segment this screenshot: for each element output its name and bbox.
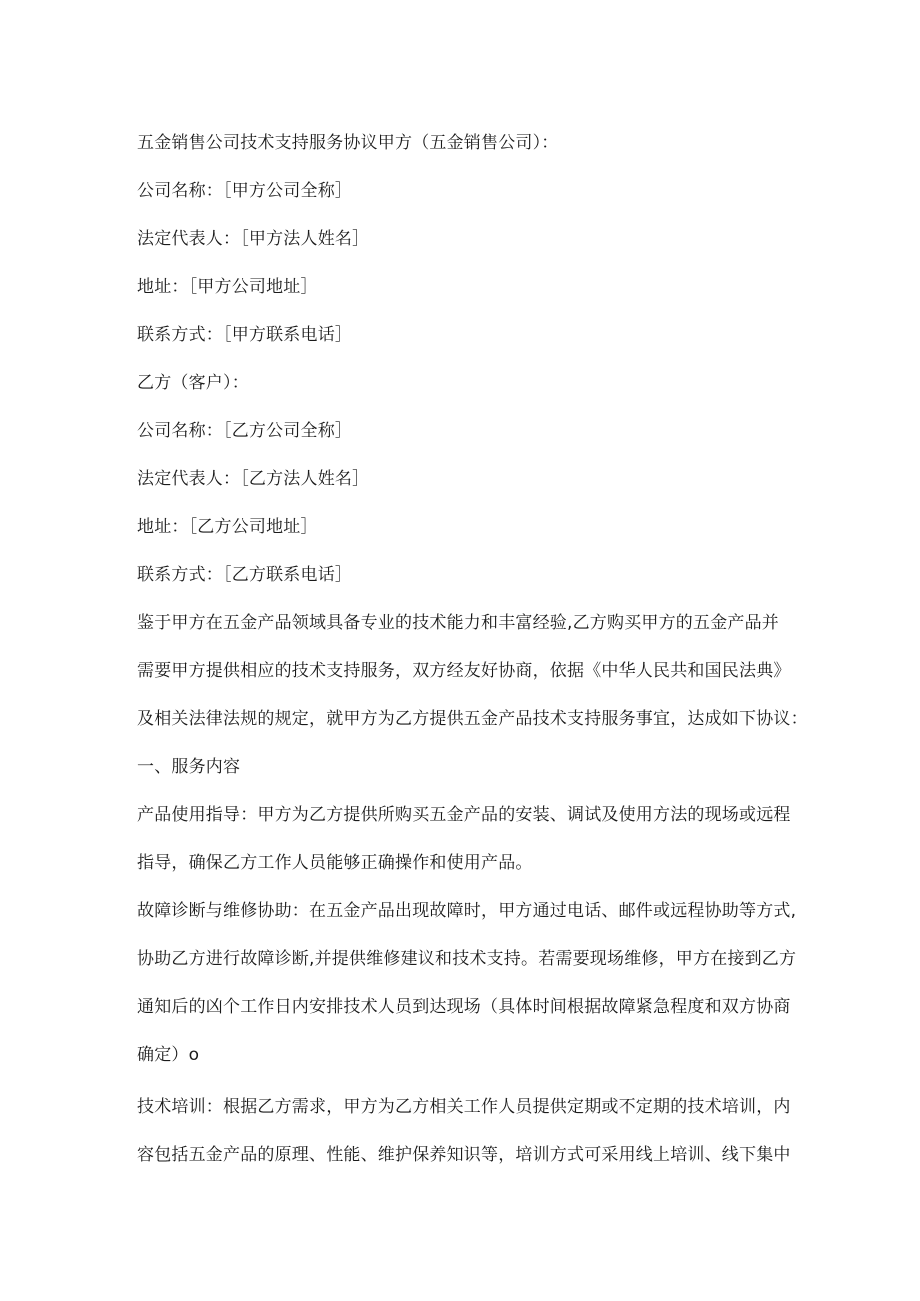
party-a-company-name: 公司名称：［甲方公司全称］ <box>137 181 353 201</box>
section-heading-service-content: 一、服务内容 <box>137 757 241 777</box>
party-a-contact: 联系方式：［甲方联系电话］ <box>137 325 353 345</box>
item-training-line: 技术培训：根据乙方需求，甲方为乙方相关工作人员提供定期或不定期的技术培训，内 <box>137 1097 791 1117</box>
document-title: 五金销售公司技术支持服务协议甲方（五金销售公司）： <box>137 133 559 153</box>
preamble-line: 及相关法律法规的规定，就甲方为乙方提供五金产品技术支持服务事宜，达成如下协议： <box>137 709 808 729</box>
party-b-address: 地址：［乙方公司地址］ <box>137 517 318 537</box>
item-repair-line: 协助乙方进行故障诊断,并提供维修建议和技术支持。若需要现场维修，甲方在接到乙方 <box>137 949 797 969</box>
party-a-address: 地址：［甲方公司地址］ <box>137 277 318 297</box>
item-training-line: 容包括五金产品的原理、性能、维护保养知识等，培训方式可采用线上培训、线下集中 <box>137 1145 791 1165</box>
party-b-contact: 联系方式：［乙方联系电话］ <box>137 565 353 585</box>
item-repair-line: 故障诊断与维修协助：在五金产品出现故障时，甲方通过电话、邮件或远程协助等方式, <box>137 901 797 921</box>
item-repair-line: 确定）o <box>137 1045 200 1065</box>
party-b-company-name: 公司名称：［乙方公司全称］ <box>137 421 353 441</box>
item-guidance-line: 产品使用指导：甲方为乙方提供所购买五金产品的安装、调试及使用方法的现场或远程 <box>137 805 791 825</box>
preamble-line: 鉴于甲方在五金产品领域具备专业的技术能力和丰富经验,乙方购买甲方的五金产品并 <box>137 613 780 633</box>
party-b-header: 乙方（客户）： <box>137 373 249 393</box>
party-b-legal-rep: 法定代表人：［乙方法人姓名］ <box>137 469 370 489</box>
preamble-line: 需要甲方提供相应的技术支持服务，双方经友好协商，依据《中华人民共和国民法典》 <box>137 661 791 681</box>
party-a-legal-rep: 法定代表人：［甲方法人姓名］ <box>137 229 370 249</box>
item-guidance-line: 指导，确保乙方工作人员能够正确操作和使用产品。 <box>137 853 533 873</box>
item-repair-line: 通知后的凶个工作日内安排技术人员到达现场（具体时间根据故障紧急程度和双方协商 <box>137 997 791 1017</box>
